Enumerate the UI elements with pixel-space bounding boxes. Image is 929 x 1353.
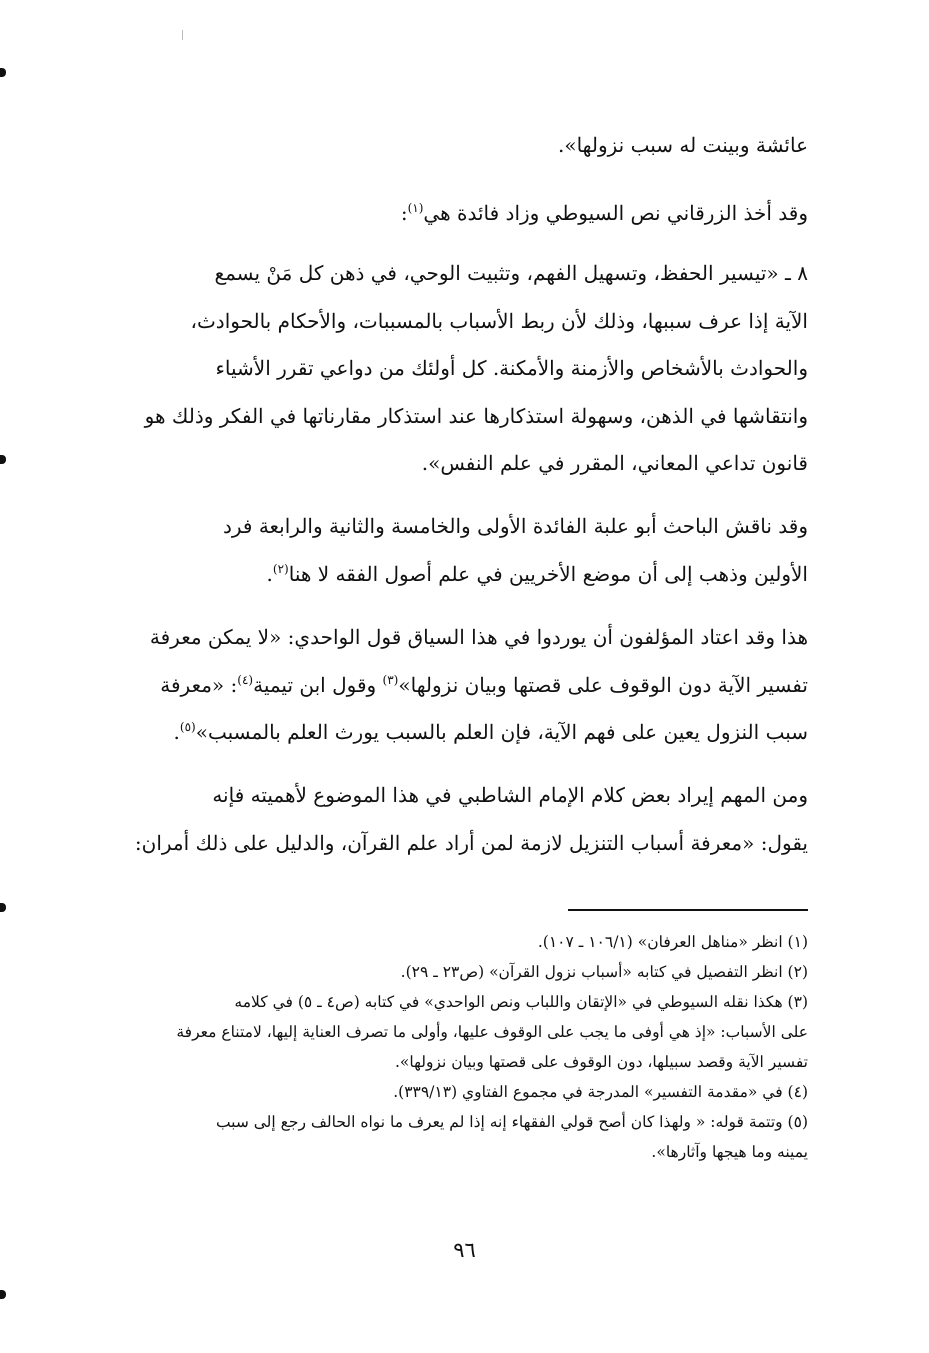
footnotes	[96, 927, 808, 1167]
binding-mark	[0, 68, 6, 77]
footnote-line: تفسير الآية وقصد سبيلها، دون الوقوف على قصتها وبيان نزولها».	[394, 1053, 808, 1071]
quoted-paragraph	[96, 250, 808, 488]
page-number: ٩٦	[453, 1238, 476, 1262]
footnote-line: (١) انظر «مناهل العرفان» (١٠٦/١ ـ ١٠٧).	[537, 933, 808, 951]
scan-artifact	[182, 30, 183, 40]
footnote-ref: (٤)	[237, 672, 254, 687]
text-line: وقد أخذ الزرقاني نص السيوطي وزاد فائدة هي$^{(١)}$:	[400, 201, 808, 225]
text-line: وانتقاشها في الذهن، وسهولة استذكارها عند استذكار مقارناتها في الفكر وذلك هو	[144, 403, 808, 428]
footnote-line: (٤) في «مقدمة التفسير» المدرجة في مجموع الفتاوي (٣٣٩/١٣).	[393, 1083, 808, 1101]
footnote-ref: (٢)	[272, 561, 289, 576]
text-line: الأولين وذهب إلى أن موضع الأخريين في علم أصول الفقه لا هنا$^{(٢)}$.	[266, 561, 808, 586]
footnote-ref: (٣)	[382, 672, 399, 687]
text-line: عائشة وبينت له سبب نزولها».	[557, 133, 808, 157]
footnote-line: على الأسباب: «إذ هي أوفى ما يجب على الوقوف عليها، وأولى ما تصرف العناية إليها، لامتناع معرفة	[176, 1023, 808, 1041]
text-line: يقول: «معرفة أسباب التنزيل لازمة لمن أراد علم القرآن، والدليل على ذلك أمران:	[134, 830, 808, 855]
text-line: ومن المهم إيراد بعض كلام الإمام الشاطبي في هذا الموضوع لأهميته فإنه	[212, 783, 808, 807]
text-line: وقد ناقش الباحث أبو علبة الفائدة الأولى والخامسة والثانية والرابعة فرد	[222, 514, 808, 538]
text-line: قانون تداعي المعاني، المقرر في علم النفس».	[421, 451, 808, 475]
paragraph	[96, 614, 808, 757]
footnote-line: (٥) وتتمة قوله: « ولهذا كان أصح قولي الفقهاء إنه إذا لم يعرف ما نواه الحالف رجع إلى سبب	[215, 1113, 808, 1131]
text-line: سبب النزول يعين على فهم الآية، فإن العلم بالسبب يورث العلم بالمسبب»$^{(٥)}$.	[173, 720, 808, 744]
footnote-ref: (١)	[407, 201, 424, 215]
paragraph	[96, 122, 808, 170]
paragraph	[96, 772, 808, 867]
paragraph	[96, 503, 808, 598]
footnote-line: (٣) هكذا نقله السيوطي في «الإتقان واللباب ونص الواحدي» في كتابه (ص٤ ـ ٥) في كلامه	[234, 993, 808, 1011]
text-line: تفسير الآية دون الوقوف على قصتها وبيان نزولها»$^{(٣)}$ وقول ابن تيمية$^{(٤)}$: «معرفة	[160, 672, 808, 697]
binding-mark	[0, 455, 6, 464]
text-line: ٨ ـ «تيسير الحفظ، وتسهيل الفهم، وتثبيت الوحي، في ذهن كل مَنْ يسمع	[214, 261, 808, 285]
text-line: والحوادث بالأشخاص والأزمنة والأمكنة. كل أولئك من دواعي تقرر الأشياء	[215, 356, 808, 380]
footnote-line: (٢) انظر التفصيل في كتابه «أسباب نزول القرآن» (ص٢٣ ـ ٢٩).	[400, 963, 808, 981]
footnote-line: يمينه وما هيجها وآثارها».	[651, 1143, 808, 1161]
text-line: الآية إذا عرف سببها، وذلك لأن ربط الأسباب بالمسببات، والأحكام بالحوادث،	[190, 308, 808, 333]
footnote-ref: (٥)	[179, 720, 196, 734]
binding-mark	[0, 903, 6, 912]
text-line: هذا وقد اعتاد المؤلفون أن يوردوا في هذا السياق قول الواحدي: «لا يمكن معرفة	[149, 625, 808, 649]
footnote-divider	[568, 909, 808, 911]
paragraph	[96, 190, 808, 238]
binding-mark	[0, 1290, 6, 1299]
